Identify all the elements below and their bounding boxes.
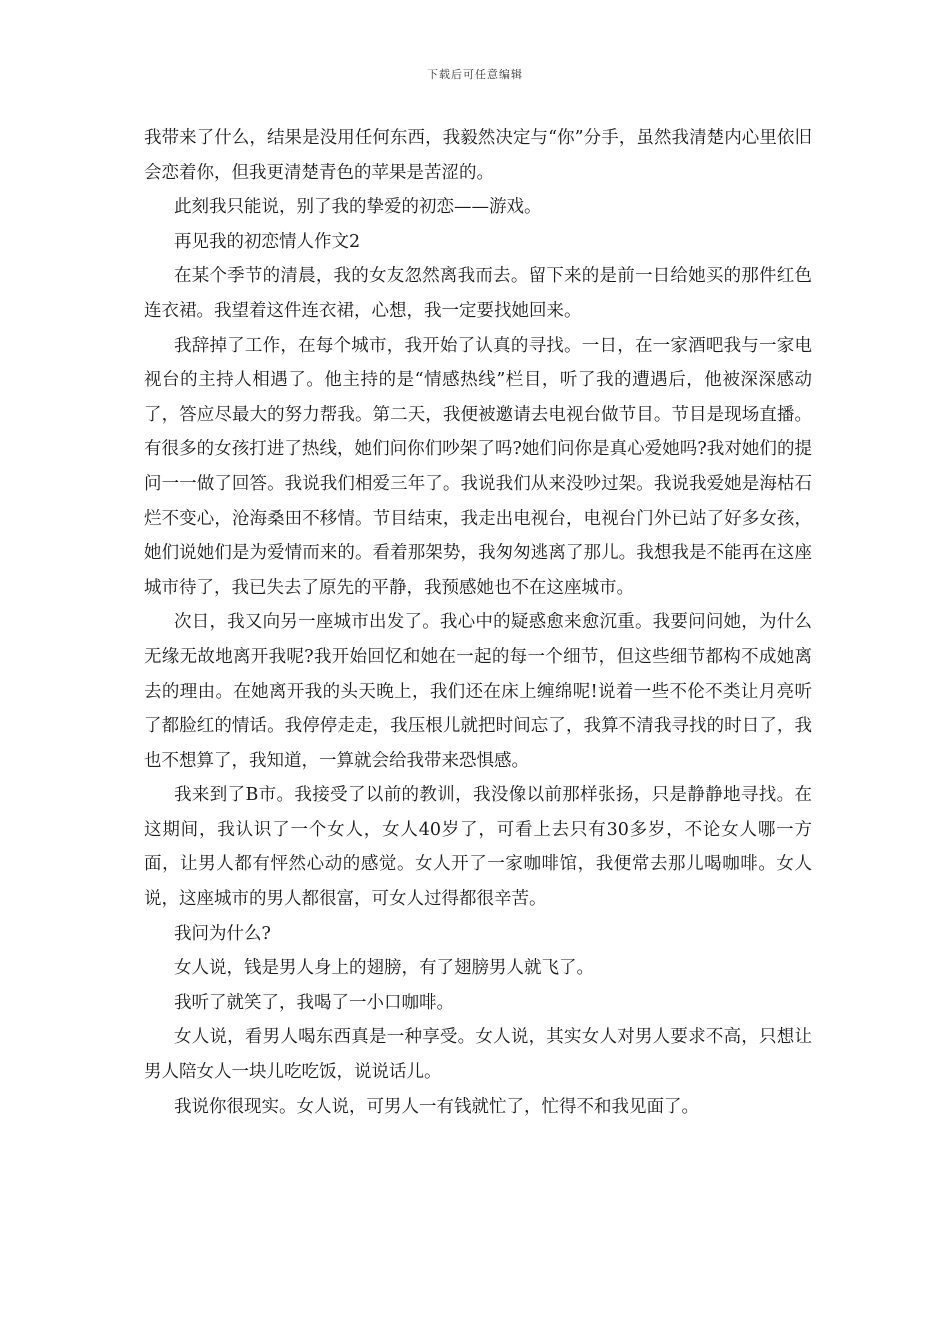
paragraph: 我辞掉了工作，在每个城市，我开始了认真的寻找。一日，在一家酒吧我与一家电视台的主持人相遇了。他主持的是“情感热线”栏目，听了我的遭遇后，他被深深感动了，答应尽最大的努力帮我。第二天，我便被邀请去电视台做节目。节目是现场直播。有很多的女孩打进了热线，她们问你们吵架了吗?她们问你是真心爱她吗?我对她们的提问一一做了回答。我说我们相爱三年了。我说我们从来没吵过架。我说我爱她是海枯石烂不变心，沧海桑田不移情。节目结束，我走出电视台，电视台门外已站了好多女孩，她们说她们是为爱情而来的。看着那架势，我匆匆逃离了那儿。我想我是不能再在这座城市待了，我已失去了原先的平静，我预感她也不在这座城市。 [144,335,812,598]
paragraph: 我说你很现实。女人说，可男人一有钱就忙了，忙得不和我见面了。 [174,1096,699,1117]
paragraph: 我带来了什么，结果是没用任何东西，我毅然决定与“你”分手，虽然我清楚内心里依旧会恋着你，但我更清楚青色的苹果是苦涩的。 [144,128,812,183]
paragraph: 女人说，看男人喝东西真是一种享受。女人说，其实女人对男人要求不高，只想让男人陪女人一块儿吃吃饭，说说话儿。 [144,1027,812,1083]
paragraph: 我问为什么? [174,923,271,944]
paragraph: 此刻我只能说，别了我的挚爱的初恋——游戏。 [174,197,542,218]
section-title: 再见我的初恋情人作文2 [174,231,361,252]
paragraph: 我来到了B市。我接受了以前的教训，我没像以前那样张扬，只是静静地寻找。在这期间，我认识了一个女人，女人40岁了，可看上去只有30多岁，不论女人哪一方面，让男人都有怦然心动的感觉。女人开了一家咖啡馆，我便常去那儿喝咖啡。女人说，这座城市的男人都很富，可女人过得都很辛苦。 [144,785,812,910]
paragraph: 女人说，钱是男人身上的翅膀，有了翅膀男人就飞了。 [174,958,594,979]
paragraph: 次日，我又向另一座城市出发了。我心中的疑惑愈来愈沉重。我要问问她，为什么无缘无故地离开我呢?我开始回忆和她在一起的每一个细节，但这些细节都构不成她离去的理由。在她离开我的头天晚上，我们还在床上缠绵呢!说着一些不伦不类让月亮听了都脸红的情话。我停停走走，我压根儿就把时间忘了，我算不清我寻找的时日了，我也不想算了，我知道，一算就会给我带来恐惧感。 [144,612,812,771]
paragraph: 我听了就笑了，我喝了一小口咖啡。 [174,992,454,1013]
page-header: 下载后可任意编辑 [427,68,523,81]
paragraph: 在某个季节的清晨，我的女友忽然离我而去。留下来的是前一日给她买的那件红色连衣裙。我望着这件连衣裙，心想，我一定要找她回来。 [144,266,812,321]
document-body [144,121,812,1124]
